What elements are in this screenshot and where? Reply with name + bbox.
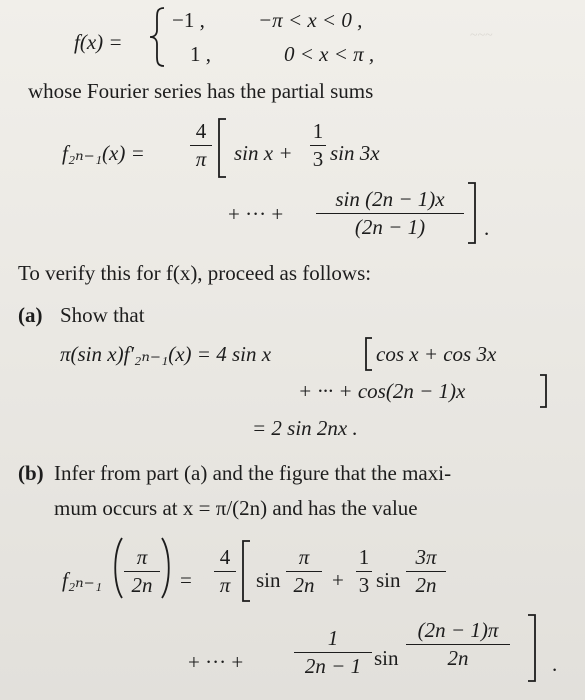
part-b-sin2: sin [376,568,401,592]
part-b-coef-4-over-pi: 4 π [214,547,236,596]
part-b-last-coef: 1 2n − 1 [294,628,372,677]
coef-4-over-pi: 4 π [190,121,212,170]
part-b-left-paren [112,536,124,600]
part-b-plus: + [332,568,344,592]
part-b-right-bracket [526,614,538,682]
right-bracket [466,182,478,244]
intro-line: whose Fourier series has the partial sums [28,79,374,103]
part-b-left-bracket [240,540,252,602]
partial-sum-end: . [484,216,490,240]
part-b-last-fraction: (2n − 1)π 2n [406,620,510,669]
show-through-text: ~~~ [470,28,493,43]
part-b-label: (b) [18,461,44,485]
part-b-sin3: sin [374,646,399,670]
left-brace [148,6,168,68]
part-b-frac1: π 2n [286,547,322,596]
part-b-lhs: f₂ₙ₋₁ [62,568,103,592]
part-b-line2: mum occurs at x = π/(2n) and has the value [54,496,418,520]
part-a-line2: + ··· + cos(2n − 1)x [298,379,466,403]
part-b-right-paren [160,536,172,600]
case1-value: −1 , [172,8,205,32]
part-b-arg-fraction: π 2n [124,547,160,596]
last-term-fraction: sin (2n − 1)x (2n − 1) [316,189,464,238]
part-b-coef-one-third: 1 3 [356,547,372,596]
part-a-left-bracket [364,337,374,371]
part-a-text: Show that [60,303,145,327]
part-a-label: (a) [18,303,43,327]
part-a-right-bracket [538,374,548,408]
definition-lhs: f(x) = [74,30,123,54]
case2-condition: 0 < x < π , [284,42,375,66]
case1-condition: −π < x < 0 , [258,8,363,32]
coef-one-third: 1 3 [310,121,326,170]
part-b-equals: = [180,568,192,592]
part-b-end: . [552,652,558,676]
term-sin-x: sin x + [234,141,293,165]
case2-value: 1 , [190,42,211,66]
verify-line: To verify this for f(x), proceed as follows: [18,261,372,285]
left-bracket [216,118,228,178]
part-b-continuation-dots: + ··· + [188,650,244,674]
part-b-sin1: sin [256,568,281,592]
part-a-line3: = 2 sin 2nx . [252,416,358,440]
term-sin-3x: sin 3x [330,141,380,165]
part-a-line1: π(sin x)f′₂ₙ₋₁(x) = 4 sin x [60,342,272,366]
part-a-bracket-terms: cos x + cos 3x [376,342,497,366]
partial-sum-lhs: f₂ₙ₋₁(x) = [62,141,145,165]
continuation-dots: + ··· + [228,202,284,226]
part-b-line1: Infer from part (a) and the figure that the maxi- [54,461,452,485]
part-b-frac2: 3π 2n [406,547,446,596]
